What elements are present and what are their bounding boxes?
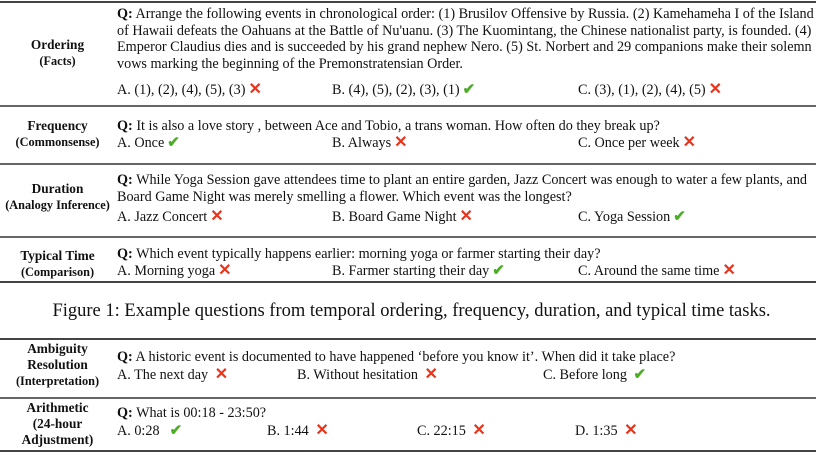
category-name: (24-hour [32,416,83,431]
q-prefix: Q: [117,172,133,188]
option [267,423,329,439]
figure-caption: Figure 1: Example questions from temporal ordering, frequency, duration, and typical time tasks. [52,301,771,321]
category-label [0,118,115,150]
question [117,246,817,263]
category-label [0,181,115,213]
rule [0,163,816,165]
category-sub: Adjustment) [21,432,94,447]
option-text: C. Around the same time [578,263,720,279]
cross-icon: ✕ [214,366,229,383]
q-prefix: Q: [117,349,133,365]
cross-icon: ✕ [394,134,408,151]
cross-icon: ✕ [708,81,723,98]
category-sub: (Comparison) [20,265,95,279]
check-icon: ✔ [673,209,686,225]
option [297,367,438,383]
option [117,423,182,439]
option-text: A. Once [117,135,165,151]
option [578,82,722,98]
rule [0,105,816,107]
option [117,209,224,225]
option [578,135,696,151]
option [332,135,408,151]
cross-icon: ✕ [315,422,329,439]
cross-icon: ✕ [424,366,438,383]
question-text: Which event typically happens earlier: morning yoga or farmer starting their day? [136,246,601,262]
category-name: Frequency [27,118,88,133]
check-icon: ✔ [492,263,505,279]
category-name: Duration [31,181,84,196]
category-label [0,248,115,280]
rule [0,1,816,3]
option [543,367,646,383]
category-label [0,37,115,69]
option [575,423,638,439]
cross-icon: ✕ [682,134,697,151]
q-prefix: Q: [117,246,133,262]
option [417,423,486,439]
option-text: B. Always [332,135,392,151]
option-text: A. Jazz Concert [117,209,208,225]
category-sub: (Facts) [39,54,76,68]
option [332,82,475,98]
option-text: A. 0:28 [117,423,160,439]
question-text: A historic event is documented to have happened ‘before you know it’. When did it take place? [135,349,676,365]
option [117,82,262,98]
option-text: C. Yoga Session [578,209,671,225]
q-prefix: Q: [117,118,133,134]
question [117,405,817,422]
option [117,263,232,279]
category-label [0,400,115,448]
check-icon: ✔ [633,367,647,383]
option-text: B. Farmer starting their day [332,263,490,279]
q-prefix: Q: [117,6,133,22]
option-text: B. Board Game Night [332,209,457,225]
cross-icon: ✕ [210,208,224,225]
cross-icon: ✕ [624,422,638,439]
option-text: A. (1), (2), (4), (5), (3) [117,82,246,98]
option-text: C. Before long [543,367,627,383]
check-icon: ✔ [169,423,183,439]
question [117,172,817,205]
question [117,349,817,366]
question-text: It is also a love story , between Ace and Tobio, a trans woman. How often do they break up? [136,118,660,134]
option-text: B. 1:44 [267,423,309,439]
cross-icon: ✕ [722,262,736,279]
cross-icon: ✕ [459,208,473,225]
cross-icon: ✕ [248,81,262,98]
question [117,118,817,135]
option-text: B. (4), (5), (2), (3), (1) [332,82,460,98]
cross-icon: ✕ [472,422,486,439]
category-name: Arithmetic [26,400,89,415]
rule [0,281,816,283]
option [117,367,228,383]
rule [0,338,816,340]
cross-icon: ✕ [218,262,232,279]
option [332,263,505,279]
option-text: A. Morning yoga [117,263,216,279]
option [578,263,736,279]
rule [0,450,816,452]
category-name: Typical Time [20,248,95,263]
question-text: Arrange the following events in chronological order: (1) Brusilov Offensive by Russia. (2) Kamehameha I of the Island of Hawaii defeats the Oahuans at the Battle of Nu'uanu. (3) The Kuomintang, the Chinese nationalist party, is founded. (4) Emperor Claudius dies and is succeeded by his grand nephew Nero. (5) St. Norbert and 29 companions make their solemn vows marking the beginning of the Premonstratensian Order. [117,6,814,72]
check-icon: ✔ [462,82,476,98]
category-sub: (Commonsense) [15,135,100,149]
option-text: A. The next day [117,367,209,383]
category-sub: (Interpretation) [15,374,100,388]
option-text: C. Once per week [578,135,680,151]
category-label [0,341,115,389]
category-sub: (Analogy Inference) [5,198,110,212]
q-prefix: Q: [117,405,133,421]
option [117,135,180,151]
rule [0,236,816,238]
option [578,209,686,225]
option-text: D. 1:35 [575,423,618,439]
option-text: C. (3), (1), (2), (4), (5) [578,82,706,98]
option-text: C. 22:15 [417,423,466,439]
question-text: While Yoga Session gave attendees time to plant an entire garden, Jazz Concert was enough to water a few plants, and Board Game Night was merely smelling a flower. Which event was the longest? [117,172,808,205]
category-name: Ambiguity [27,341,88,356]
check-icon: ✔ [167,135,180,151]
question [117,6,817,72]
rule [0,397,816,399]
category-name: Ordering [30,37,85,52]
option-text: B. Without hesitation [297,367,418,383]
option [332,209,473,225]
category-name: Resolution [27,357,88,372]
question-text: What is 00:18 - 23:50? [136,405,267,421]
